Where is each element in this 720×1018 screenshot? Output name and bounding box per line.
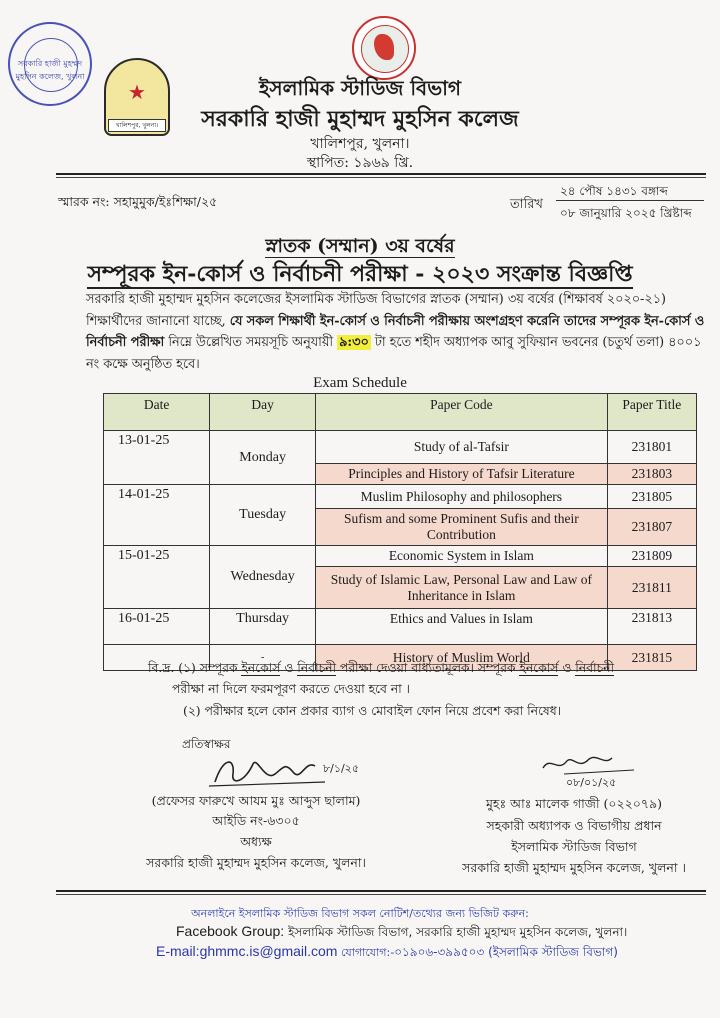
principal-college: সরকারি হাজী মুহাম্মদ মুহসিন কলেজ, খুলনা।: [146, 855, 366, 870]
note-text: পরীক্ষা দেওয়া বাধ্যতামূলক। সম্পূরক: [336, 661, 520, 675]
principal-signature-date: ৮/১/২৫: [323, 762, 359, 775]
date-cell: 13-01-25: [104, 431, 210, 485]
principal-role: অধ্যক্ষ: [240, 834, 272, 849]
paper-title-cell: Principles and History of Tafsir Literature: [316, 464, 608, 485]
note-2: (২) পরীক্ষার হলে কোন প্রকার ব্যাগ ও মোবাইল ফোন নিয়ে প্রবেশ করা নিষেধ।: [183, 704, 561, 718]
day-cell: -: [210, 645, 316, 671]
date-cell: 16-01-25: [104, 609, 210, 645]
date-english: ০৮ জানুয়ারি ২০২৫ খ্রিষ্টাব্দ: [560, 206, 692, 220]
paper-title-cell: Study of al-Tafsir: [316, 431, 608, 464]
date-cell: 15-01-25: [104, 546, 210, 609]
exam-schedule-table: [103, 393, 697, 671]
stamp-text: সরকারি হাজী মুহম্মদ মুহসিন কলেজ, খুলনা: [15, 59, 85, 81]
head-college: সরকারি হাজী মুহাম্মদ মুহসিন কলেজ, খুলনা ।: [462, 860, 686, 875]
paper-code-cell: 231805: [607, 485, 696, 509]
paper-title-cell: Sufism and some Prominent Sufis and their Contribution: [316, 509, 608, 546]
header-paper-title: Paper Title: [607, 394, 696, 431]
header-divider-thin: [56, 177, 706, 178]
paper-title-cell: Economic System in Islam: [316, 546, 608, 567]
note-1: [148, 660, 614, 680]
note-1-continued: পরীক্ষা না দিলে ফরমপূরণ করতে দেওয়া হবে না ।: [172, 682, 410, 696]
header-divider: [56, 173, 706, 175]
paper-title-cell: History of Muslim World: [316, 645, 608, 671]
principal-signature: [205, 752, 365, 792]
paper-title-cell: Ethics and Values in Islam: [316, 609, 608, 645]
header-date: Date: [104, 394, 210, 431]
date-cell: 14-01-25: [104, 485, 210, 546]
subject-line-2-text: সম্পূরক ইন-কোর্স ও নির্বাচনী পরীক্ষা - ২০২৩ সংক্রান্ত বিজ্ঞপ্তি: [87, 261, 633, 287]
day-cell: Wednesday: [210, 546, 316, 609]
head-signature-date: ০৮/০১/২৫: [566, 776, 617, 789]
note-underlined: নির্বাচনী: [575, 661, 615, 675]
paper-code-cell: 231815: [607, 645, 696, 671]
principal-name: (প্রফেসর ফারুখে আযম মুঃ আব্দুস ছালাম): [151, 793, 361, 808]
note-underlined: ইনকোর্স: [519, 661, 559, 675]
note-text: ও: [558, 661, 576, 675]
note-text: বি.দ্র. (১) সম্পূরক: [148, 661, 242, 675]
notice-body: [86, 289, 706, 375]
date-bangla: ২৪ পৌষ ১৪৩১ বঙ্গাব্দ: [560, 184, 668, 198]
facebook-line: [176, 923, 627, 944]
paper-code-cell: 231809: [607, 546, 696, 567]
table-header-row: [104, 394, 697, 431]
phone-department: (ইসলামিক স্টাডিজ বিভাগ): [484, 945, 618, 959]
body-part-2: নিম্নে উল্লেখিত সময়সূচি অনুযায়ী: [164, 335, 338, 350]
body-part-3: টা হতে শহীদ অধ্যাপক আবু সুফিয়ান ভবনের (চতুর্থ তলা) ৪০০১ নং কক্ষে অনুষ্ঠিত হবে।: [86, 335, 702, 372]
email-label: E-mail:: [156, 943, 200, 959]
paper-title-cell: Study of Islamic Law, Personal Law and Law of Inheritance in Islam: [316, 567, 608, 609]
paper-code-cell: 231803: [607, 464, 696, 485]
table-row: [104, 546, 697, 567]
body-part-1: সরকারি হাজী মুহাম্মদ মুহসিন কলেজের ইসলামিক স্টাডিজ বিভাগের স্নাতক (সম্মান) ৩য় বর্ষের (শিক্ষাবর্ষ ২০২০-২১) শিক্ষার্থীদের জানানো যাচ্ছে,: [86, 292, 666, 329]
date-divider: [556, 200, 704, 201]
star-icon: ★: [128, 80, 146, 104]
countersign-label: প্রতিস্বাক্ষর: [182, 737, 231, 751]
footer-divider: [56, 890, 706, 892]
footer-divider-thin: [56, 894, 706, 895]
government-seal: [352, 16, 416, 80]
day-cell: Thursday: [210, 609, 316, 645]
head-department: ইসলামিক স্টাডিজ বিভাগ: [511, 839, 637, 854]
table-row: [104, 485, 697, 509]
day-cell: Monday: [210, 431, 316, 485]
phone-number[interactable]: ০১৯০৬-৩৯৯৫০৩: [394, 945, 485, 959]
date-label: তারিখ: [510, 197, 543, 212]
facebook-label: Facebook Group:: [176, 923, 289, 939]
department-name: ইসলামিক স্টাডিজ বিভাগ: [258, 76, 461, 100]
facebook-group-link[interactable]: ইসলামিক স্টাডিজ বিভাগ, সরকারি হাজী মুহাম্মদ মুহসিন কলেজ, খুলনা।: [288, 925, 628, 939]
principal-id: আইডি নং-৬৩০৫: [212, 813, 300, 828]
paper-code-cell: 231807: [607, 509, 696, 546]
subject-line-1-text: স্নাতক (সম্মান) ৩য় বর্ষের: [265, 235, 455, 257]
exam-time: ৯:৩০: [339, 335, 369, 350]
body-bold: যে সকল শিক্ষার্থী ইন-কোর্স ও নির্বাচনী পরীক্ষায় অংশগ্রহণ করেনি তাদের সম্পূরক ইন-কোর্স ও নির্বাচনী পরীক্ষা: [86, 313, 705, 350]
online-notice: অনলাইনে ইসলামিক স্টাডিজ বিভাগ সকল নোটিশ/তথ্যের জন্য ভিজিট করুন:: [191, 907, 529, 920]
note-underlined: ইনকোর্স: [241, 661, 281, 675]
head-role: সহকারী অধ্যাপক ও বিভাগীয় প্রধান: [486, 818, 662, 833]
header-paper-code: Paper Code: [316, 394, 608, 431]
paper-code-cell: 231811: [607, 567, 696, 609]
email-link[interactable]: ghmmc.is@gmail.com: [199, 943, 338, 959]
college-name: সরকারি হাজী মুহাম্মদ মুহসিন কলেজ: [201, 106, 519, 132]
contact-label: যোগাযোগ:-: [337, 946, 395, 959]
header-day: Day: [210, 394, 316, 431]
head-signature: [538, 748, 648, 790]
note-text: ও: [280, 661, 298, 675]
paper-code-cell: 231813: [607, 609, 696, 645]
head-name: মুহঃ আঃ মালেক গাজী (০২২০৭৯): [485, 796, 663, 811]
schedule-title: Exam Schedule: [313, 375, 407, 391]
table-row: [104, 609, 697, 645]
established-year: স্থাপিত: ১৯৬৯ খ্রি.: [306, 155, 414, 171]
paper-code-cell: 231801: [607, 431, 696, 464]
day-cell: Tuesday: [210, 485, 316, 546]
contact-line: [156, 943, 618, 964]
memo-number: স্মারক নং: সহামুমুক/ইঃশিক্ষা/২৫: [58, 194, 218, 209]
college-address: খালিশপুর, খুলনা।: [310, 136, 410, 152]
note-underlined: নির্বাচনী: [297, 661, 337, 675]
table-row: [104, 431, 697, 464]
paper-title-cell: Muslim Philosophy and philosophers: [316, 485, 608, 509]
logo-caption: খালিশপুর, খুলনা।: [108, 119, 166, 132]
